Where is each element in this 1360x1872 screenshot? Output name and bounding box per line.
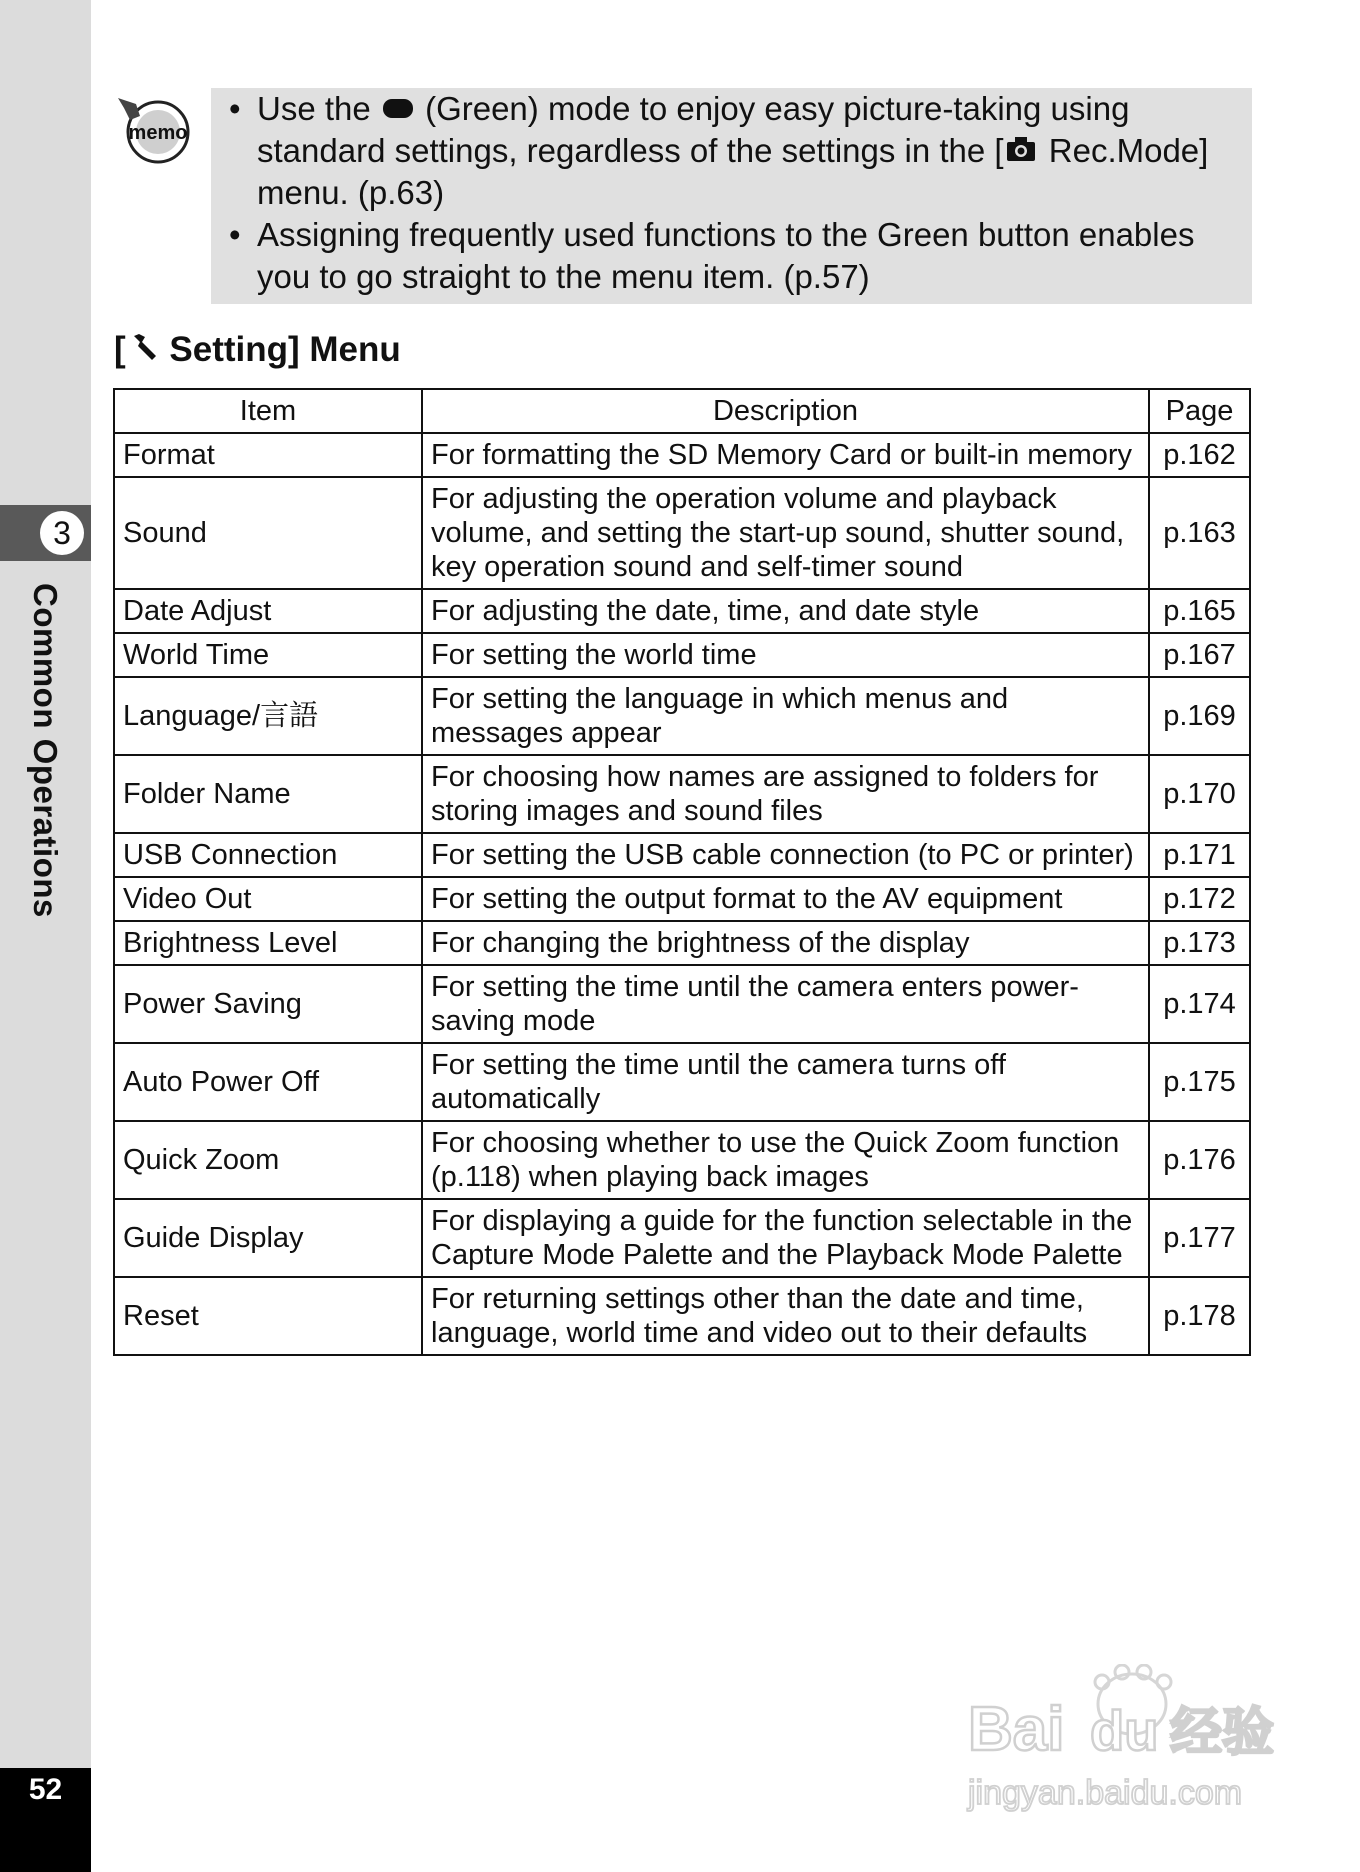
table-row: [114, 921, 1250, 965]
watermark-brand: Bai: [968, 1695, 1065, 1764]
cell-page: p.162: [1149, 433, 1250, 477]
cell-description: For setting the time until the camera enters power-saving mode: [422, 965, 1149, 1043]
memo-bullet-green-button: • Assigning frequently used functions to the Green button enables you to go straight to the menu item. (p.57): [227, 214, 1234, 298]
header-page: Page: [1149, 389, 1250, 433]
cell-item: Auto Power Off: [114, 1043, 422, 1121]
cell-item: Folder Name: [114, 755, 422, 833]
cell-page: p.174: [1149, 965, 1250, 1043]
chapter-title: Common Operations: [27, 583, 64, 918]
header-item: Item: [114, 389, 422, 433]
table-row: [114, 1277, 1250, 1355]
memo-icon-label: memo: [128, 122, 188, 144]
wrench-icon: [128, 333, 158, 363]
table-row: [114, 1121, 1250, 1199]
section-title: [ Setting] Menu: [114, 330, 401, 369]
cell-description: For changing the brightness of the display: [422, 921, 1149, 965]
cell-page: p.165: [1149, 589, 1250, 633]
table-row: [114, 477, 1250, 589]
cell-page: p.170: [1149, 755, 1250, 833]
cell-page: p.169: [1149, 677, 1250, 755]
cell-description: For setting the output format to the AV equipment: [422, 877, 1149, 921]
cell-description: For displaying a guide for the function selectable in the Capture Mode Palette and the Playback Mode Palette: [422, 1199, 1149, 1277]
table-row: [114, 433, 1250, 477]
watermark-url: jingyan.baidu.com: [968, 1774, 1243, 1812]
cell-page: p.172: [1149, 877, 1250, 921]
cell-description: For setting the USB cable connection (to PC or printer): [422, 833, 1149, 877]
cell-item: Sound: [114, 477, 422, 589]
cell-item: Quick Zoom: [114, 1121, 422, 1199]
table-row: [114, 1199, 1250, 1277]
cell-description: For setting the language in which menus and messages appear: [422, 677, 1149, 755]
cell-page: p.178: [1149, 1277, 1250, 1355]
cell-page: p.171: [1149, 833, 1250, 877]
memo-icon: [114, 94, 190, 164]
cell-item: USB Connection: [114, 833, 422, 877]
chapter-number: 3: [40, 511, 84, 555]
side-strip: [0, 0, 91, 1872]
cell-item: World Time: [114, 633, 422, 677]
memo-bullet-green-mode: • Use the (Green) mode to enjoy easy picture-taking using standard settings, regardless of the settings in the [ Rec.Mode] menu. (p.63): [227, 88, 1234, 214]
table-row: [114, 755, 1250, 833]
cell-item: Reset: [114, 1277, 422, 1355]
camera-icon: [1006, 136, 1036, 162]
cell-page: p.176: [1149, 1121, 1250, 1199]
cell-item: Video Out: [114, 877, 422, 921]
cell-description: For adjusting the date, time, and date style: [422, 589, 1149, 633]
cell-description: For returning settings other than the date and time, language, world time and video out to their defaults: [422, 1277, 1149, 1355]
cell-description: For setting the world time: [422, 633, 1149, 677]
table-row: [114, 1043, 1250, 1121]
cell-item: Guide Display: [114, 1199, 422, 1277]
cell-item: Power Saving: [114, 965, 422, 1043]
memo-box: [211, 88, 1252, 304]
cell-page: p.163: [1149, 477, 1250, 589]
cell-page: p.167: [1149, 633, 1250, 677]
table-row: [114, 965, 1250, 1043]
table-row: [114, 589, 1250, 633]
cell-page: p.175: [1149, 1043, 1250, 1121]
green-mode-icon: [383, 99, 413, 118]
table-row: [114, 677, 1250, 755]
cell-description: For choosing whether to use the Quick Zoom function (p.118) when playing back images: [422, 1121, 1149, 1199]
page-number: 52: [28, 1773, 63, 1806]
watermark-chinese: 经验: [1170, 1703, 1275, 1763]
cell-description: For choosing how names are assigned to folders for storing images and sound files: [422, 755, 1149, 833]
table-row: [114, 877, 1250, 921]
table-row: [114, 633, 1250, 677]
table-header-row: [114, 389, 1250, 433]
cell-description: For setting the time until the camera turns off automatically: [422, 1043, 1149, 1121]
table-row: [114, 833, 1250, 877]
baidu-watermark: [962, 1664, 1292, 1824]
cell-page: p.177: [1149, 1199, 1250, 1277]
cell-description: For adjusting the operation volume and playback volume, and setting the start-up sound, shutter sound, key operation sound and self-timer sound: [422, 477, 1149, 589]
watermark-brand-tail: du: [1090, 1699, 1159, 1762]
cell-description: For formatting the SD Memory Card or built-in memory: [422, 433, 1149, 477]
header-description: Description: [422, 389, 1149, 433]
cell-item: Language/言語: [114, 677, 422, 755]
cell-page: p.173: [1149, 921, 1250, 965]
cell-item: Format: [114, 433, 422, 477]
setting-menu-table: [113, 388, 1251, 1356]
cell-item: Brightness Level: [114, 921, 422, 965]
memo-list: [227, 88, 1234, 298]
cell-item: Date Adjust: [114, 589, 422, 633]
